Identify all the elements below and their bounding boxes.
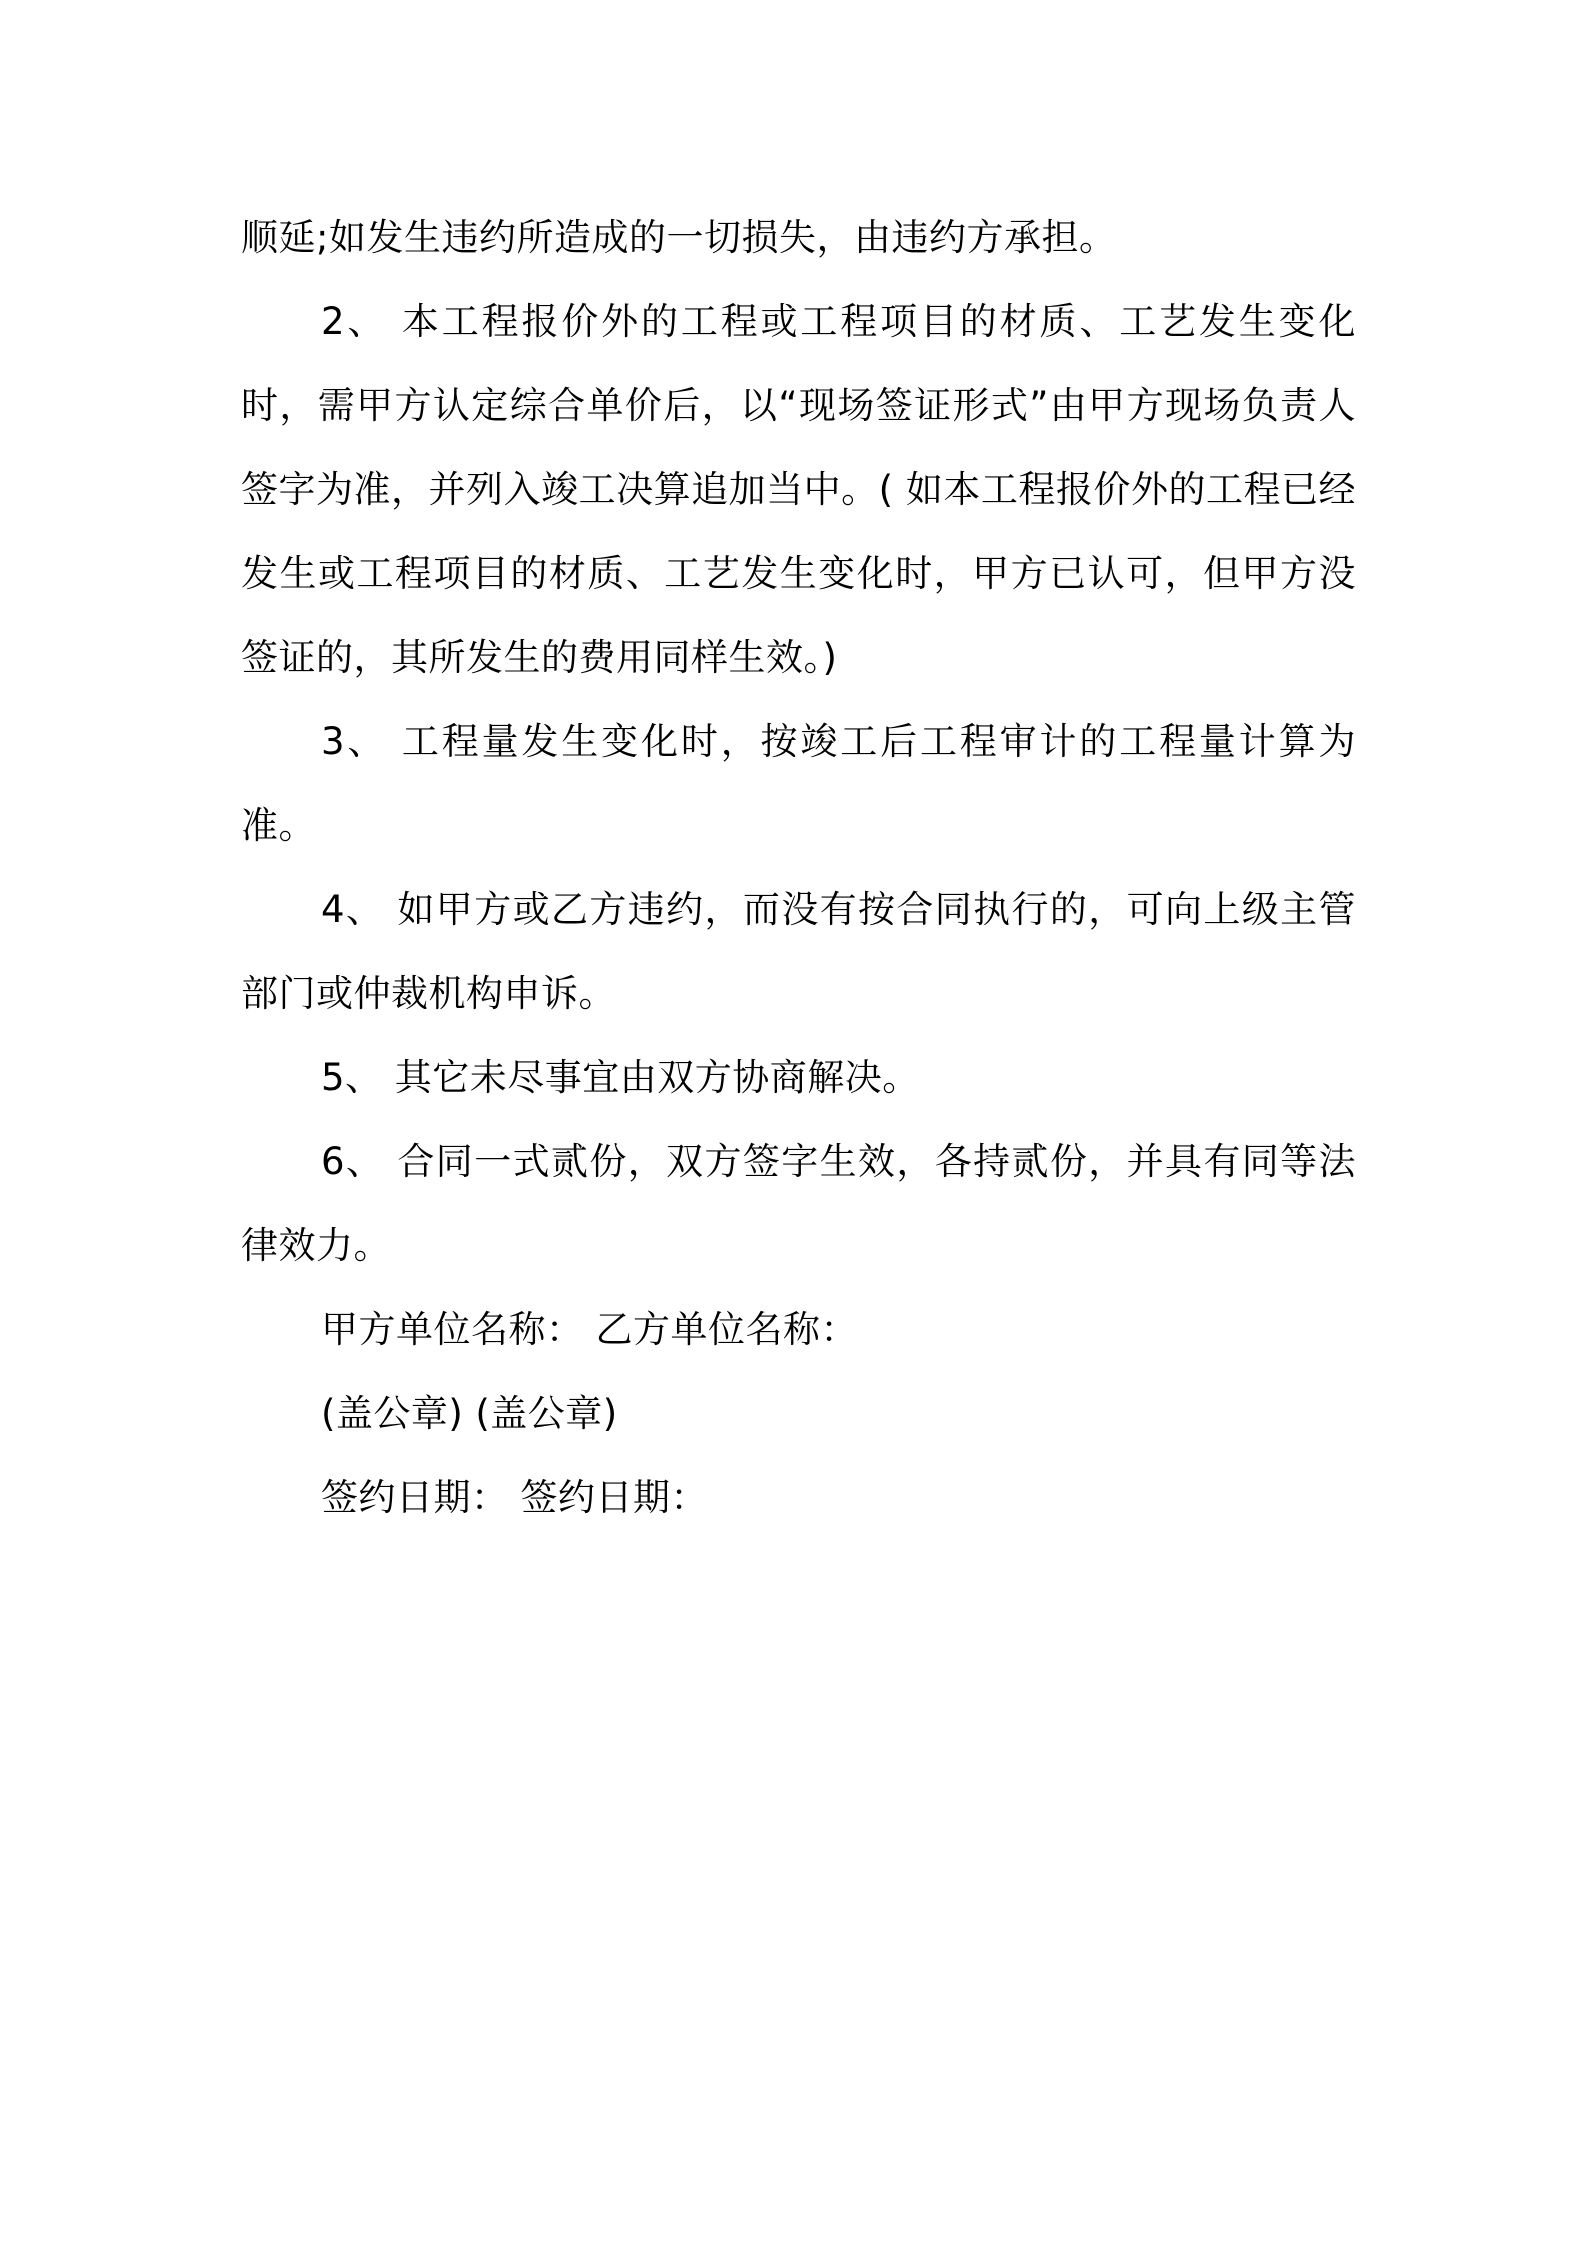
party-name-row xyxy=(241,1288,1356,1372)
clause-3: 3、 工程量发生变化时，按竣工后工程审计的工程量计算为准。 xyxy=(241,720,1356,847)
sign-date-row xyxy=(241,1456,1356,1540)
paragraph-continuation: 顺延;如发生违约所造成的一切损失，由违约方承担。 xyxy=(241,216,1117,259)
clause-5: 5、 其它未尽事宜由双方协商解决。 xyxy=(321,1056,920,1099)
party-b-name-label: 乙方单位名称： xyxy=(595,1308,858,1351)
seal-row xyxy=(241,1372,1356,1456)
party-a-name-label: 甲方单位名称： xyxy=(321,1308,584,1351)
party-a-seal: (盖公章) xyxy=(321,1392,464,1435)
document-body xyxy=(241,196,1356,1540)
clause-6: 6、 合同一式贰份，双方签字生效，各持贰份，并具有同等法律效力。 xyxy=(241,1140,1356,1267)
party-b-seal: (盖公章) xyxy=(475,1392,618,1435)
party-a-date-label: 签约日期： xyxy=(321,1476,509,1519)
party-b-date-label: 签约日期： xyxy=(520,1476,708,1519)
clause-4: 4、 如甲方或乙方违约，而没有按合同执行的，可向上级主管部门或仲裁机构申诉。 xyxy=(241,888,1356,1015)
clause-2: 2、 本工程报价外的工程或工程项目的材质、工艺发生变化时，需甲方认定综合单价后，以“现场签证形式”由甲方现场负责人签字为准，并列入竣工决算追加当中。( 如本工程报价外的工程已经发生或工程项目的材质、工艺发生变化时，甲方已认可，但甲方没签证的，其所发生的费用同样生效。) xyxy=(241,300,1356,679)
